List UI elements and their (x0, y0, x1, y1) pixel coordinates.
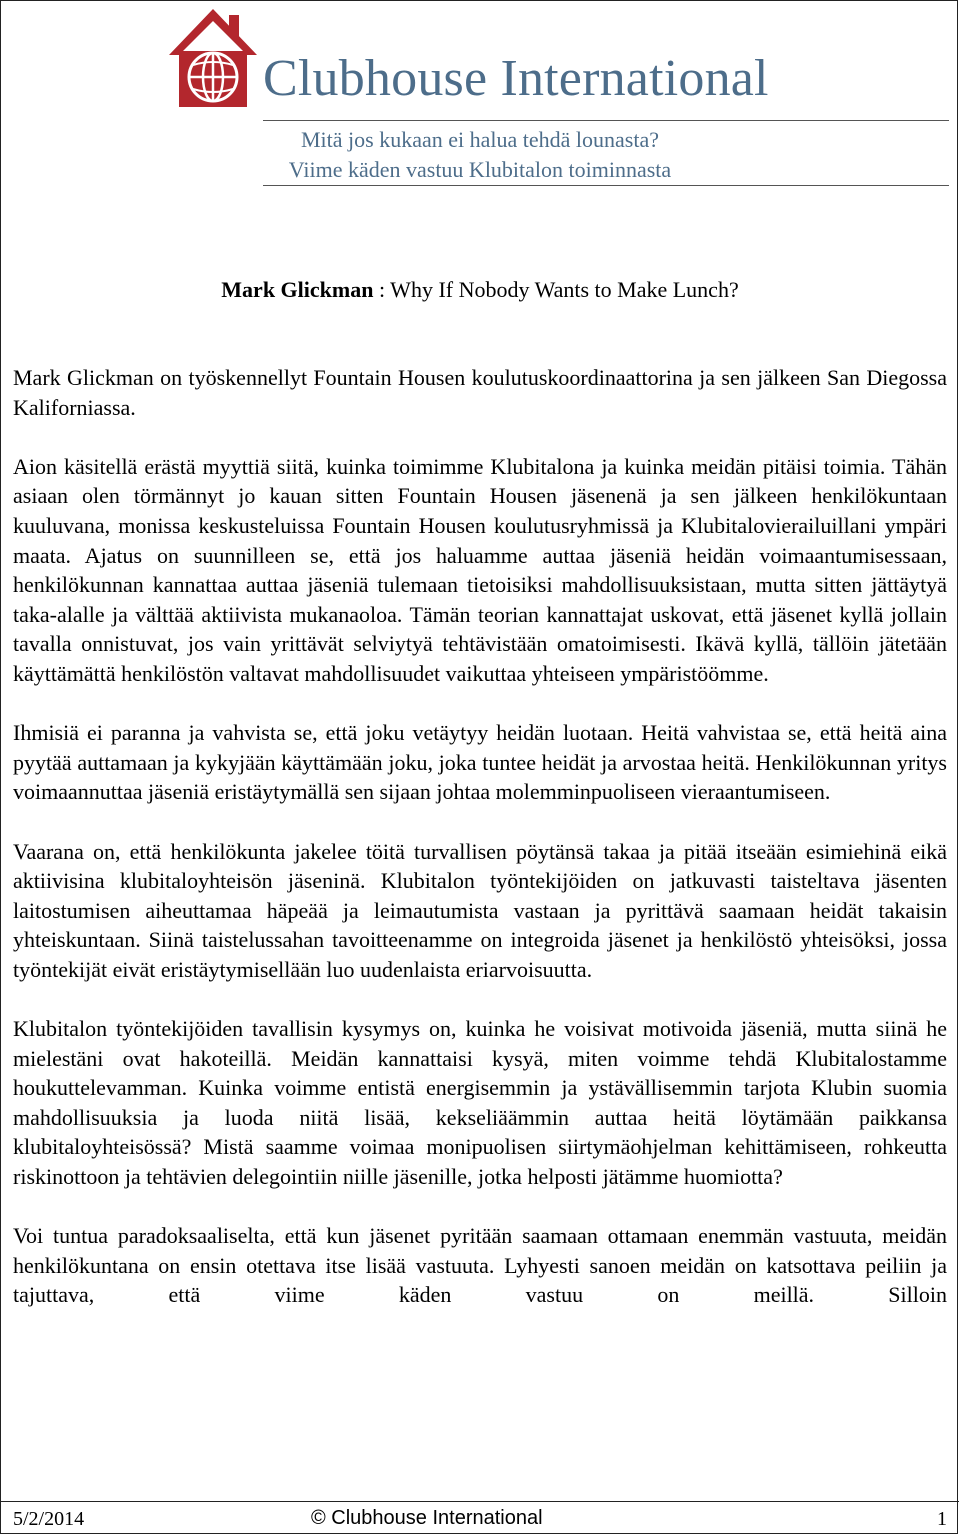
article-title (1, 275, 959, 305)
subtitle-line-2: Viime käden vastuu Klubitalon toiminnasta (288, 157, 672, 182)
logo-wordmark: Clubhouse International (263, 50, 769, 107)
paragraph: Voi tuntua paradoksaaliselta, että kun jäsenet pyritään saamaan ottamaan enemmän vastuuta, meidän henkilökuntana on ensin otettava itse lisää vastuuta. Lyhyesti sanoen meidän on katsottava peiliin ja tajuttava, että viime käden vastuu on meillä. Silloin (13, 1223, 947, 1308)
paragraph: Vaarana on, että henkilökunta jakelee töitä turvallisen pöytänsä takaa ja pitää itseään esimiehinä eikä aktiivisina klubitaloyhteisön jäseninä. Klubitalon työntekijöiden on jatkuvasti taisteltava jäsenten laitostumisen aiheuttamaa häpeää ja leimautumista vastaan ja pyrittävä saamaan heidät takaisin yhteiskuntaan. Siinä taistelussahan tavoitteenamme on integroida jäsenet ja henkilöstö yhteisöksi, jossa työntekijät eivät eristäytymisellään luo uudenlaista eriarvoisuutta. (13, 838, 947, 982)
paragraph: Aion käsitellä erästä myyttiä siitä, kuinka toimimme Klubitalona ja kuinka meidän pitäisi toimia. Tähän asiaan olen törmännyt jo kauan sitten Fountain Housen jäsenenä ja sen jälkeen henkilökuntaan kuuluvana, monissa keskusteluissa Fountain Housen koulutusryhmissä ja Klubitalovierailuillani ympäri maata. Ajatus on suunnilleen se, että jos haluamme auttaa jäseniä heidän voimaantumisessaan, henkilökunnan kannattaa auttaa jäseniä tulemaan tietoisiksi mahdollisuuksistaan, mutta sitten jättäytyä taka-alalle ja välttää aktiivista mukanaoloa. Tämän teorian kannattajat uskovat, että jäsenet kyllä jollain tavalla onnistuvat, jos vain yrittävät selviytyä tehtävistään omatoimisesti. Ikävä kyllä, tällöin jätetään käyttämättä henkilöstön valtavat mahdollisuudet vaikuttaa yhteiseen ympäristöömme. (13, 453, 947, 686)
clubhouse-logo-house-icon (167, 5, 259, 109)
subtitle-divider (263, 185, 949, 186)
page-footer (1, 1501, 959, 1535)
paragraph: Mark Glickman on työskennellyt Fountain Housen koulutuskoordinaattorina ja sen jälkeen San Diegossa Kaliforniassa. (13, 365, 947, 420)
footer-copyright: © Clubhouse International (311, 1507, 543, 1529)
footer-date: 5/2/2014 (13, 1508, 85, 1530)
header-divider (263, 120, 949, 121)
paragraph: Ihmisiä ei paranna ja vahvista se, että joku vetäytyy heidän luotaan. Heitä vahvistaa se, että heitä aina pyytää auttamaan ja kykyjään käyttämään joku, joka tuntee heidät ja arvostaa heitä. Henkilökunnan yritys voimaannuttaa jäseniä eristäytymällä sen sijaan johtaa molemminpuoliseen vieraantumiseen. (13, 720, 947, 805)
article-title-text: : Why If Nobody Wants to Make Lunch? (373, 277, 739, 302)
article-body (13, 363, 947, 1310)
article-author: Mark Glickman (221, 277, 374, 302)
subtitle-line-1: Mitä jos kukaan ei halua tehdä lounasta? (301, 127, 659, 152)
page-number: 1 (937, 1508, 947, 1530)
page-header (1, 1, 959, 121)
paragraph: Klubitalon työntekijöiden tavallisin kysymys on, kuinka he voisivat motivoida jäseniä, mutta siinä he mielestäni ovat hakoteillä. Meidän kannattaisi kysyä, miten voimme tehdä Klubitalostamme houkuttelevamman. Kuinka voimme entistä energisemmin ja ystävällisemmin tarjota Klubin suomia mahdollisuuksia ja luoda niitä lisää, kekseliäämmin auttaa heitä löytämään paikkansa klubitaloyhteisössä? Mistä saamme voimaa monipuolisen siirtymäohjelman kehittämiseen, rohkeutta riskinottoon ja tehtävien delegointiin niille jäsenille, jotka helposti jätämme huomiotta? (13, 1016, 947, 1190)
